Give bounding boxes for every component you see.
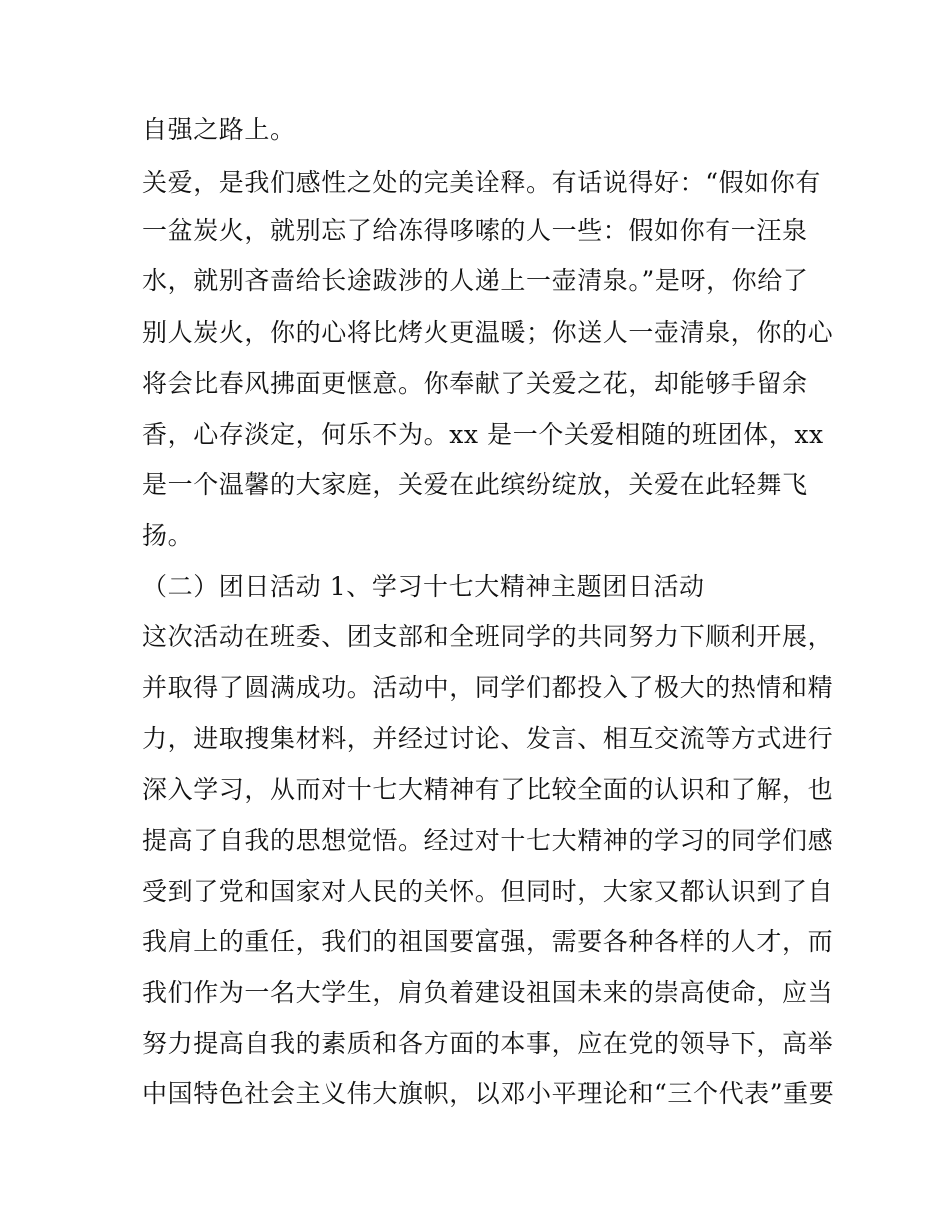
text-line: 我肩上的重任，我们的祖国要富强，需要各种各样的人才，而 <box>142 927 834 956</box>
text-line: 别人炭火，你的心将比烤火更温暖；你送人一壶清泉，你的心 <box>142 318 834 347</box>
text-line: 扬。 <box>142 521 194 550</box>
text-line: 将会比春风拂面更惬意。你奉献了关爱之花，却能够手留余 <box>142 369 808 398</box>
text-line: 自强之路上。 <box>142 115 296 144</box>
text-line: 中国特色社会主义伟大旗帜，以邓小平理论和“三个代表”重要 <box>142 1079 835 1108</box>
text-line: 香，心存淡定，何乐不为。xx 是一个关爱相随的班团体，xx <box>142 420 824 449</box>
text-line: 是一个温馨的大家庭，关爱在此缤纷绽放，关爱在此轻舞飞 <box>142 470 808 499</box>
text-line: 一盆炭火，就别忘了给冻得哆嗦的人一些：假如你有一汪泉 <box>142 216 808 245</box>
text-line: 力，进取搜集材料，并经过讨论、发言、相互交流等方式进行 <box>142 724 834 753</box>
text-line: 提高了自我的思想觉悟。经过对十七大精神的学习的同学们感 <box>142 826 834 855</box>
text-line: 水，就别吝啬给长途跋涉的人递上一壶清泉。”是呀，你给了 <box>142 266 809 295</box>
text-line: 受到了党和国家对人民的关怀。但同时，大家又都认识到了自 <box>142 877 834 906</box>
text-line: 并取得了圆满成功。活动中，同学们都投入了极大的热情和精 <box>142 673 834 702</box>
text-line: 这次活动在班委、团支部和全班同学的共同努力下顺利开展， <box>142 622 834 651</box>
text-line: 关爱，是我们感性之处的完美诠释。有话说得好：“假如你有 <box>142 168 821 197</box>
text-line: 我们作为一名大学生，肩负着建设祖国未来的崇高使命，应当 <box>142 978 834 1007</box>
text-line: 努力提高自我的素质和各方面的本事，应在党的领导下，高举 <box>142 1029 834 1058</box>
section-heading: （二）团日活动 1、学习十七大精神主题团日活动 <box>142 572 705 601</box>
text-line: 深入学习，从而对十七大精神有了比较全面的认识和了解，也 <box>142 775 834 804</box>
